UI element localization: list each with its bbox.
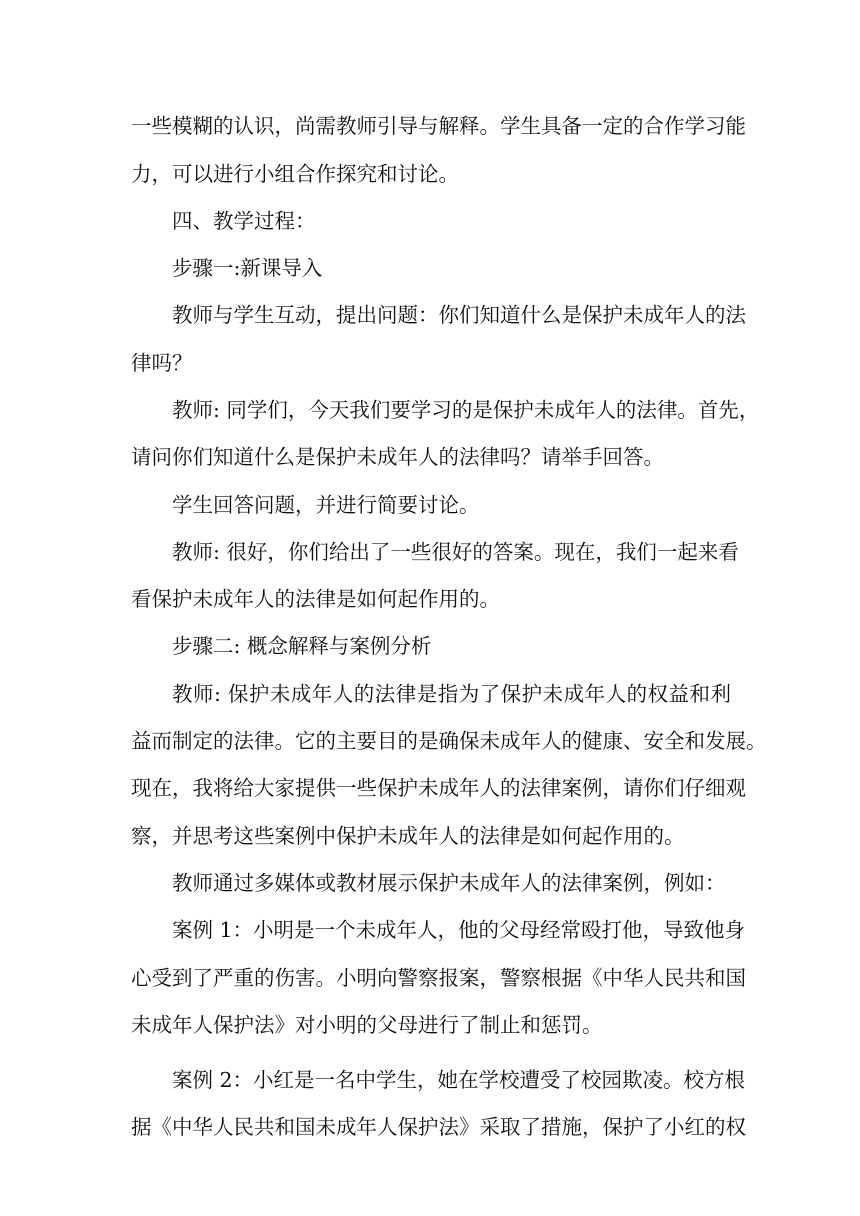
text-line: 请问你们知道什么是保护未成年人的法律吗？请举手回答。	[131, 445, 664, 469]
text-line: 教师: 同学们，今天我们要学习的是保护未成年人的法律。首先，	[172, 398, 760, 422]
text-line: 现在，我将给大家提供一些保护未成年人的法律案例，请你们仔细观	[131, 776, 746, 800]
text-line: 律吗？	[131, 351, 193, 375]
text-line: 案例 1：小明是一个未成年人，他的父母经常殴打他，导致他身	[172, 918, 746, 942]
text-line: 教师通过多媒体或教材展示保护未成年人的法律案例，例如：	[172, 871, 726, 895]
text-line: 教师: 保护未成年人的法律是指为了保护未成年人的权益和利	[172, 682, 731, 706]
text-line: 心受到了严重的伤害。小明向警察报案，警察根据《中华人民共和国	[131, 966, 746, 990]
text-line: 据《中华人民共和国未成年人保护法》采取了措施，保护了小红的权	[131, 1115, 746, 1139]
step-heading: 步骤一:新课导入	[172, 256, 323, 280]
text-line: 教师与学生互动，提出问题：你们知道什么是保护未成年人的法	[172, 303, 746, 327]
text-line: 学生回答问题，并进行简要讨论。	[172, 493, 480, 517]
text-line: 教师: 很好，你们给出了一些很好的答案。现在，我们一起来看	[172, 540, 739, 564]
text-line: 察，并思考这些案例中保护未成年人的法律是如何起作用的。	[131, 824, 685, 848]
text-line: 看保护未成年人的法律是如何起作用的。	[131, 587, 500, 611]
text-line: 益而制定的法律。它的主要目的是确保未成年人的健康、安全和发展。	[131, 729, 767, 753]
step-heading: 步骤二: 概念解释与案例分析	[172, 634, 432, 658]
text-line: 未成年人保护法》对小明的父母进行了制止和惩罚。	[131, 1013, 603, 1037]
text-line: 案例 2：小红是一名中学生，她在学校遭受了校园欺凌。校方根	[172, 1068, 746, 1092]
text-line: 一些模糊的认识，尚需教师引导与解释。学生具备一定的合作学习能	[131, 114, 746, 138]
text-line: 力，可以进行小组合作探究和讨论。	[131, 162, 459, 186]
section-heading: 四、教学过程：	[172, 209, 316, 233]
